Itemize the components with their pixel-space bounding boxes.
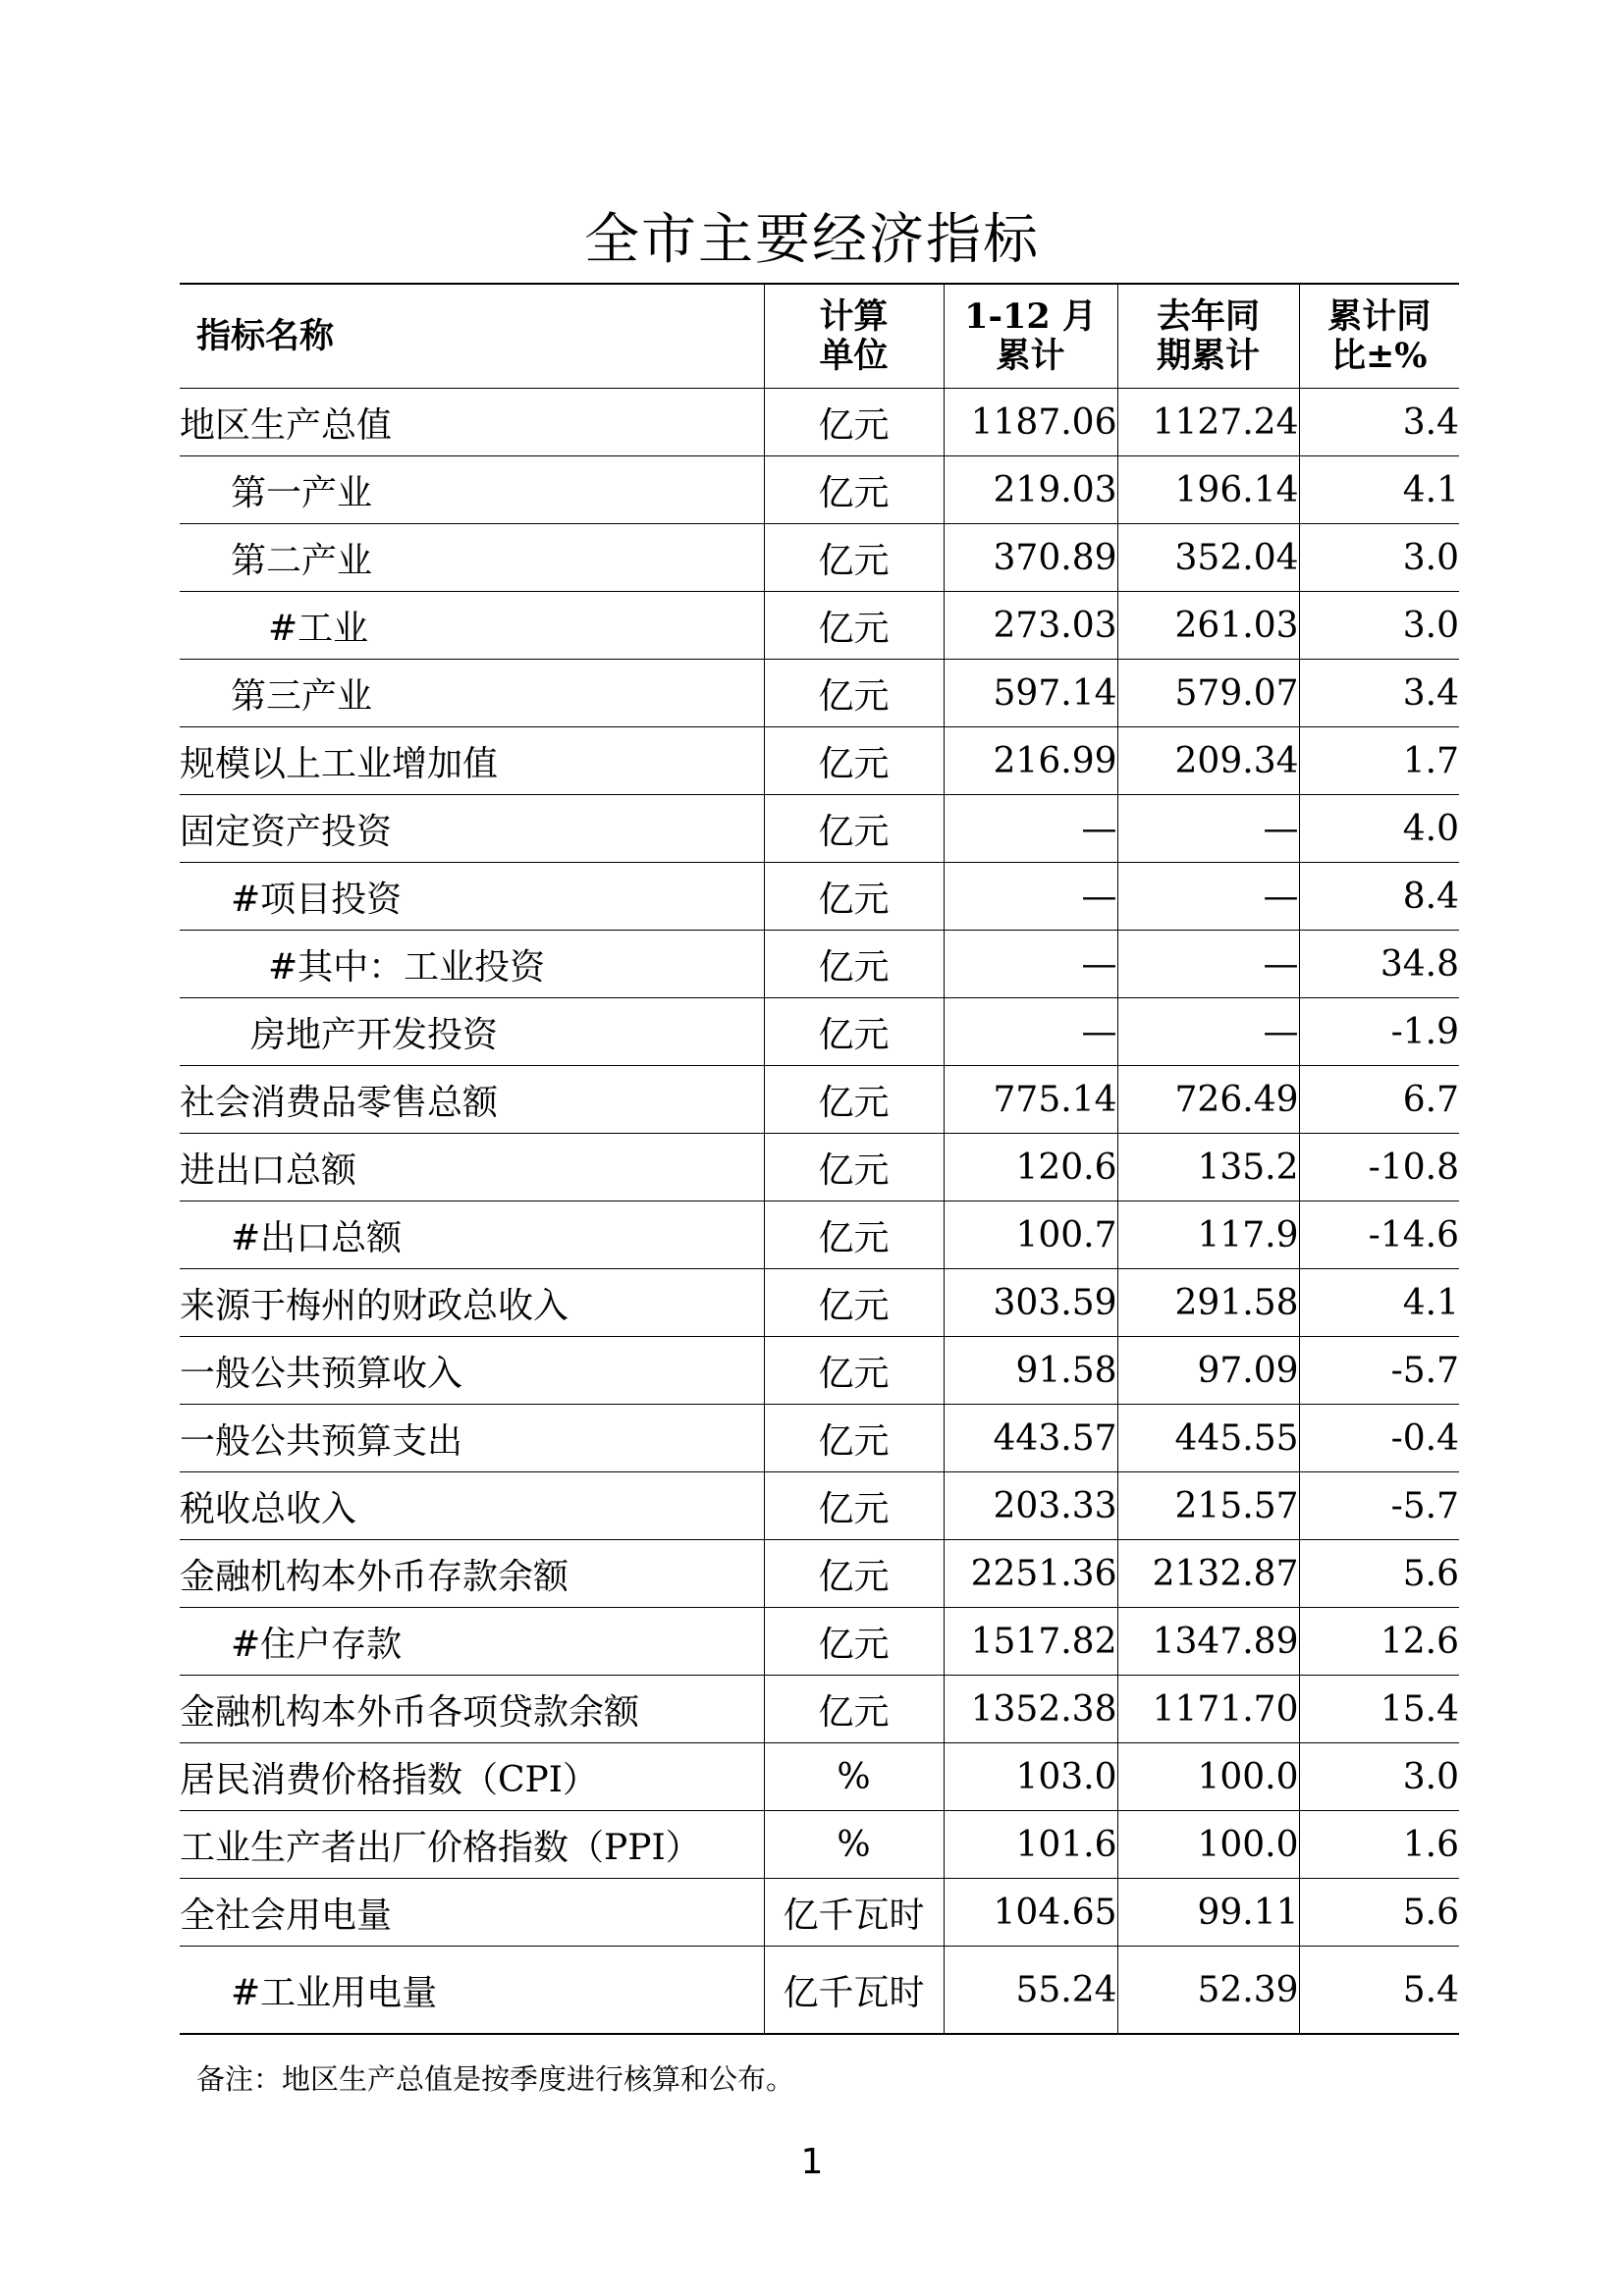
yoy-value: 8.4 <box>1299 863 1459 931</box>
header-previous-line2: 期累计 <box>1156 335 1260 376</box>
indicator-unit: 亿元 <box>764 1134 944 1201</box>
current-value: 1187.06 <box>944 389 1117 456</box>
indicator-name: 房地产开发投资 <box>180 998 764 1066</box>
previous-value: 215.57 <box>1117 1472 1299 1540</box>
header-unit <box>764 284 944 389</box>
yoy-value: 4.0 <box>1299 795 1459 863</box>
indicator-unit: 亿元 <box>764 727 944 795</box>
indicator-name: 第二产业 <box>180 524 764 592</box>
current-value: 219.03 <box>944 456 1117 524</box>
indicator-unit: 亿元 <box>764 1405 944 1472</box>
indicator-unit: 亿元 <box>764 456 944 524</box>
header-previous-cumulative <box>1117 284 1299 389</box>
indicator-unit: 亿千瓦时 <box>764 1947 944 2035</box>
yoy-value: -5.7 <box>1299 1472 1459 1540</box>
table-row <box>180 795 1459 863</box>
indicator-name: 全社会用电量 <box>180 1879 764 1947</box>
table-row <box>180 456 1459 524</box>
page-number: 1 <box>800 2142 824 2182</box>
current-value: 273.03 <box>944 592 1117 660</box>
table-row <box>180 1472 1459 1540</box>
previous-value: 726.49 <box>1117 1066 1299 1134</box>
header-yoy-line1: 累计同 <box>1327 295 1432 337</box>
table-row <box>180 524 1459 592</box>
previous-value: 352.04 <box>1117 524 1299 592</box>
indicator-name: 金融机构本外币各项贷款余额 <box>180 1676 764 1743</box>
yoy-value: 3.0 <box>1299 524 1459 592</box>
current-value: 1517.82 <box>944 1608 1117 1676</box>
table-row <box>180 1540 1459 1608</box>
previous-value: 99.11 <box>1117 1879 1299 1947</box>
yoy-value: 3.0 <box>1299 592 1459 660</box>
indicator-name: #住户存款 <box>180 1608 764 1676</box>
previous-value: 445.55 <box>1117 1405 1299 1472</box>
table-row <box>180 931 1459 998</box>
current-value: 775.14 <box>944 1066 1117 1134</box>
header-indicator-name: 指标名称 <box>180 284 764 389</box>
header-previous-line1: 去年同 <box>1156 295 1260 337</box>
indicator-unit: % <box>764 1811 944 1879</box>
yoy-value: 1.6 <box>1299 1811 1459 1879</box>
previous-value: 196.14 <box>1117 456 1299 524</box>
footnote: 备注：地区生产总值是按季度进行核算和公布。 <box>196 2062 795 2096</box>
current-value: 104.65 <box>944 1879 1117 1947</box>
previous-value: 1171.70 <box>1117 1676 1299 1743</box>
indicator-name: #工业 <box>180 592 764 660</box>
yoy-value: 5.6 <box>1299 1540 1459 1608</box>
header-yoy-change <box>1299 284 1459 389</box>
indicator-unit: % <box>764 1743 944 1811</box>
current-value: 2251.36 <box>944 1540 1117 1608</box>
indicator-name: #出口总额 <box>180 1201 764 1269</box>
indicator-name: 来源于梅州的财政总收入 <box>180 1269 764 1337</box>
previous-value: 579.07 <box>1117 660 1299 727</box>
table-row <box>180 1201 1459 1269</box>
table-row <box>180 389 1459 456</box>
current-value: 597.14 <box>944 660 1117 727</box>
indicator-name: #项目投资 <box>180 863 764 931</box>
indicator-unit: 亿元 <box>764 1472 944 1540</box>
current-value: 120.6 <box>944 1134 1117 1201</box>
table-row <box>180 1676 1459 1743</box>
yoy-value: 12.6 <box>1299 1608 1459 1676</box>
indicator-unit: 亿元 <box>764 1337 944 1405</box>
indicator-unit: 亿元 <box>764 931 944 998</box>
yoy-value: 3.4 <box>1299 660 1459 727</box>
yoy-value: 4.1 <box>1299 456 1459 524</box>
header-current-line1: 1-12 月 <box>964 295 1097 337</box>
table-row <box>180 1269 1459 1337</box>
previous-value: 209.34 <box>1117 727 1299 795</box>
yoy-value: 1.7 <box>1299 727 1459 795</box>
table-header-row <box>180 284 1459 389</box>
yoy-value: 5.6 <box>1299 1879 1459 1947</box>
current-value: — <box>944 931 1117 998</box>
indicator-name: #工业用电量 <box>180 1947 764 2035</box>
indicator-name: 一般公共预算支出 <box>180 1405 764 1472</box>
yoy-value: 3.0 <box>1299 1743 1459 1811</box>
yoy-value: -14.6 <box>1299 1201 1459 1269</box>
indicator-unit: 亿元 <box>764 524 944 592</box>
table-row <box>180 592 1459 660</box>
indicator-unit: 亿元 <box>764 1201 944 1269</box>
indicator-unit: 亿元 <box>764 1676 944 1743</box>
indicator-table <box>180 283 1459 2035</box>
current-value: 303.59 <box>944 1269 1117 1337</box>
current-value: 443.57 <box>944 1405 1117 1472</box>
previous-value: 117.9 <box>1117 1201 1299 1269</box>
previous-value: 100.0 <box>1117 1811 1299 1879</box>
table-row <box>180 1337 1459 1405</box>
current-value: 1352.38 <box>944 1676 1117 1743</box>
indicator-name: 进出口总额 <box>180 1134 764 1201</box>
table-row <box>180 998 1459 1066</box>
header-yoy-line2: 比±% <box>1330 335 1428 376</box>
previous-value: 1127.24 <box>1117 389 1299 456</box>
table-row <box>180 727 1459 795</box>
current-value: 91.58 <box>944 1337 1117 1405</box>
table-row <box>180 1608 1459 1676</box>
previous-value: — <box>1117 863 1299 931</box>
current-value: 216.99 <box>944 727 1117 795</box>
indicator-name: #其中：工业投资 <box>180 931 764 998</box>
table-row <box>180 863 1459 931</box>
indicator-unit: 亿元 <box>764 1066 944 1134</box>
current-value: 101.6 <box>944 1811 1117 1879</box>
indicator-unit: 亿元 <box>764 795 944 863</box>
yoy-value: 6.7 <box>1299 1066 1459 1134</box>
previous-value: 291.58 <box>1117 1269 1299 1337</box>
indicator-name: 规模以上工业增加值 <box>180 727 764 795</box>
table-row <box>180 660 1459 727</box>
indicator-unit: 亿千瓦时 <box>764 1879 944 1947</box>
previous-value: 100.0 <box>1117 1743 1299 1811</box>
indicator-unit: 亿元 <box>764 1540 944 1608</box>
indicator-unit: 亿元 <box>764 389 944 456</box>
table-row <box>180 1811 1459 1879</box>
indicator-unit: 亿元 <box>764 1608 944 1676</box>
indicator-name: 第一产业 <box>180 456 764 524</box>
indicator-name: 税收总收入 <box>180 1472 764 1540</box>
header-unit-line2: 单位 <box>819 335 889 376</box>
indicator-unit: 亿元 <box>764 1269 944 1337</box>
indicator-unit: 亿元 <box>764 863 944 931</box>
previous-value: — <box>1117 998 1299 1066</box>
indicator-name: 地区生产总值 <box>180 389 764 456</box>
table-row <box>180 1947 1459 2035</box>
yoy-value: -5.7 <box>1299 1337 1459 1405</box>
current-value: 203.33 <box>944 1472 1117 1540</box>
current-value: — <box>944 998 1117 1066</box>
yoy-value: 5.4 <box>1299 1947 1459 2035</box>
previous-value: 2132.87 <box>1117 1540 1299 1608</box>
indicator-unit: 亿元 <box>764 592 944 660</box>
indicator-unit: 亿元 <box>764 998 944 1066</box>
table-row <box>180 1743 1459 1811</box>
current-value: — <box>944 795 1117 863</box>
indicator-unit: 亿元 <box>764 660 944 727</box>
current-value: 370.89 <box>944 524 1117 592</box>
current-value: 103.0 <box>944 1743 1117 1811</box>
table-row <box>180 1405 1459 1472</box>
indicator-name: 工业生产者出厂价格指数（PPI） <box>180 1811 764 1879</box>
previous-value: 1347.89 <box>1117 1608 1299 1676</box>
indicator-name: 第三产业 <box>180 660 764 727</box>
header-unit-line1: 计算 <box>819 295 889 337</box>
table-row <box>180 1879 1459 1947</box>
table-row <box>180 1134 1459 1201</box>
previous-value: 97.09 <box>1117 1337 1299 1405</box>
page-title: 全市主要经济指标 <box>584 208 1040 272</box>
indicator-name: 一般公共预算收入 <box>180 1337 764 1405</box>
indicator-name: 居民消费价格指数（CPI） <box>180 1743 764 1811</box>
yoy-value: 34.8 <box>1299 931 1459 998</box>
yoy-value: 3.4 <box>1299 389 1459 456</box>
current-value: — <box>944 863 1117 931</box>
current-value: 100.7 <box>944 1201 1117 1269</box>
indicator-name: 固定资产投资 <box>180 795 764 863</box>
header-current-line2: 累计 <box>996 335 1065 376</box>
previous-value: 261.03 <box>1117 592 1299 660</box>
yoy-value: 4.1 <box>1299 1269 1459 1337</box>
yoy-value: -1.9 <box>1299 998 1459 1066</box>
previous-value: 52.39 <box>1117 1947 1299 2035</box>
table-row <box>180 1066 1459 1134</box>
indicator-name: 社会消费品零售总额 <box>180 1066 764 1134</box>
header-current-cumulative <box>944 284 1117 389</box>
yoy-value: -0.4 <box>1299 1405 1459 1472</box>
previous-value: — <box>1117 931 1299 998</box>
yoy-value: 15.4 <box>1299 1676 1459 1743</box>
indicator-name: 金融机构本外币存款余额 <box>180 1540 764 1608</box>
current-value: 55.24 <box>944 1947 1117 2035</box>
previous-value: — <box>1117 795 1299 863</box>
previous-value: 135.2 <box>1117 1134 1299 1201</box>
yoy-value: -10.8 <box>1299 1134 1459 1201</box>
